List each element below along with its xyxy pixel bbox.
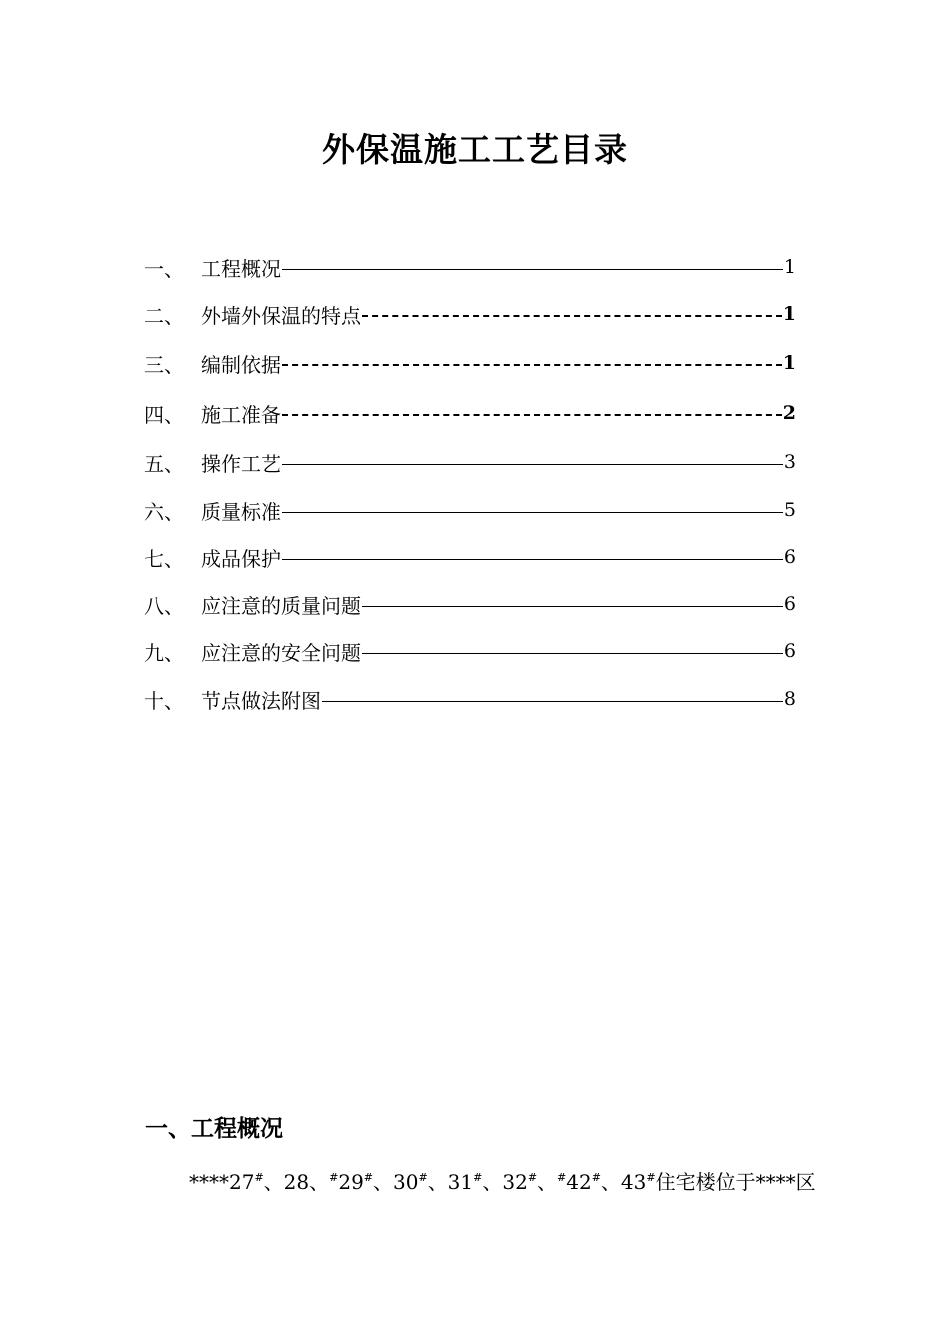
toc-leader [282,559,783,560]
toc-entry-label: 节点做法附图 [201,688,321,713]
body-text-segment: 、 [537,1170,558,1194]
toc-entry[interactable] [144,252,796,282]
number-mark: # [329,1171,339,1184]
number-mark: # [473,1171,483,1184]
toc-entry-number: 六、 [144,499,184,524]
section-heading: 一、工程概况 [145,1116,283,1142]
document-title: 外保温施工工艺目录 [322,130,628,169]
toc-entry-label: 应注意的安全问题 [201,640,361,665]
toc-entry[interactable] [144,447,796,477]
number-mark: # [527,1171,538,1184]
number-mark: # [418,1171,428,1184]
body-text-segment: 、31 [427,1170,474,1194]
toc-entry-page: 6 [783,593,796,615]
toc-entry-label: 成品保护 [201,546,281,571]
toc-entry-number: 七、 [144,546,184,571]
section-body-text [189,1163,816,1197]
toc-leader [282,269,783,270]
toc-entry-label: 工程概况 [201,256,281,281]
toc-entry[interactable] [144,348,796,378]
toc-entry-label: 应注意的质量问题 [201,593,361,618]
toc-leader [282,464,783,465]
toc-entry-label: 编制依据 [201,352,281,377]
toc-entry-label: 外墙外保温的特点 [201,303,361,328]
body-text-segment: 29 [338,1170,364,1194]
toc-entry-number: 三、 [144,352,184,377]
number-mark: # [646,1171,656,1184]
toc-entry-number: 一、 [144,256,184,281]
toc-entry-page: 6 [783,640,796,662]
toc-entry-number: 四、 [144,402,184,427]
toc-entry-page: 1 [782,303,796,325]
toc-leader [282,512,783,513]
body-text-segment: 住宅楼位于****区 [655,1170,816,1194]
toc-leader [362,606,783,607]
toc-leader [282,364,782,366]
body-text-segment: 、30 [373,1170,419,1194]
toc-entry-page: 2 [782,402,796,424]
body-text-segment: 、43 [600,1170,647,1194]
toc-leader [322,701,783,702]
number-mark: # [254,1171,264,1184]
toc-entry[interactable] [144,684,796,714]
toc-entry-number: 五、 [144,451,184,476]
toc-leader [282,414,782,416]
toc-leader [362,653,783,654]
number-mark: # [591,1171,601,1184]
toc-entry[interactable] [144,589,796,619]
toc-entry[interactable] [144,542,796,572]
toc-entry-page: 6 [783,546,796,568]
body-text-segment: 、32 [482,1170,528,1194]
toc-entry-label: 施工准备 [201,402,281,427]
number-mark: # [557,1171,567,1184]
toc-entry-number: 十、 [144,688,184,713]
toc-entry-label: 操作工艺 [201,451,281,476]
toc-entry-number: 二、 [144,303,184,328]
toc-entry-label: 质量标准 [201,499,281,524]
toc-entry-page: 5 [783,499,796,521]
body-text-segment: 、28、 [263,1170,330,1194]
toc-entry[interactable] [144,636,796,666]
toc-entry-number: 九、 [144,640,184,665]
toc-entry[interactable] [144,398,796,428]
toc-leader [362,315,782,317]
body-text-segment: ****27 [189,1170,255,1194]
toc-entry-page: 8 [783,688,796,710]
toc-entry[interactable] [144,495,796,525]
toc-entry[interactable] [144,299,796,329]
toc-entry-page: 3 [783,451,796,473]
toc-entry-page: 1 [783,256,796,278]
body-text-segment: 42 [566,1170,592,1194]
toc-entry-page: 1 [782,352,796,374]
toc-entry-number: 八、 [144,593,184,618]
number-mark: # [363,1171,374,1184]
